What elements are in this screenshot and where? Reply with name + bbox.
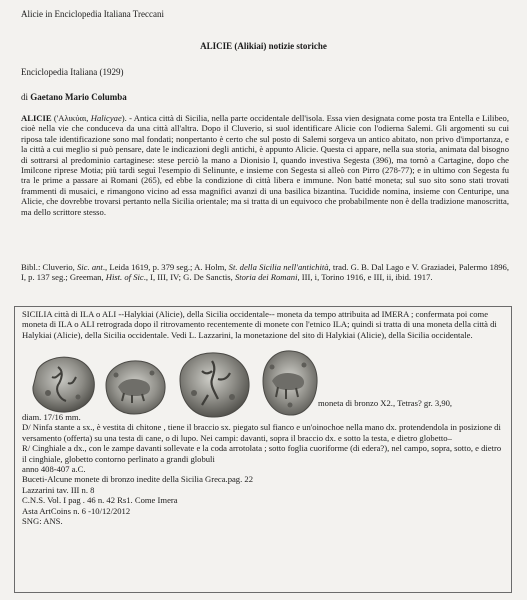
coin-diameter: diam. 17/16 mm. xyxy=(22,412,81,422)
coin-obverse-image xyxy=(28,353,98,415)
coin-reference: C.N.S. Vol. I pag . 46 n. 42 Rs1. Come Imera xyxy=(22,495,178,506)
source-line: Enciclopedia Italiana (1929) xyxy=(21,67,124,77)
coin-reference: Buceti-Alcune monete di bronzo inedite della Sicilia Greca.pag. 22 xyxy=(22,474,253,485)
author-line xyxy=(21,92,127,102)
coin-description xyxy=(22,412,508,526)
coin-reference: Lazzarini tav. III n. 8 xyxy=(22,484,95,495)
coin-obverse-image-2 xyxy=(172,349,254,421)
page-title: ALICIE (Alikiai) notizie storiche xyxy=(200,41,327,51)
bibl-part: , trad. G. B. Dal Lago e V. Graziadei, Palermo 1896, I, p. 137 seg.; Greeman, xyxy=(21,262,510,283)
coin-caption: moneta di bronzo X2., Tetras? gr. 3,90, xyxy=(318,398,453,408)
bibl-part: ., Leida 1619, p. 379 seg.; A. Holm, xyxy=(102,262,229,272)
bibl-title: St. della Sicilia nell'antichità xyxy=(228,262,329,272)
bibl-title: Storia dei Romani xyxy=(234,272,298,283)
author-prefix: di xyxy=(21,92,29,102)
bibl-part: Bibl.: Cluverio, xyxy=(21,262,77,272)
article-greek: ('Αλικύαι, xyxy=(51,113,91,123)
article-latin-name: Halicyae xyxy=(90,113,122,123)
coin-date: anno 408-407 a.C. xyxy=(22,464,86,475)
page-header: Alicie in Enciclopedia Italiana Treccani xyxy=(21,9,164,19)
coin-reference: SNG: ANS. xyxy=(22,516,63,527)
bibl-title: Sic. ant xyxy=(76,262,103,272)
article-lead: ALICIE xyxy=(21,113,52,123)
coin-intro: SICILIA città di ILA o ALI --Halykiai (Alicie), della Sicilia occidentale-- moneta da tempo attribuita ad IMERA ; confermata poi come moneta di ILA o ALI retrograda dopo il ritrovamento recentemente di monete con l'etnico ILA; quindi si tratta di una moneta della città di Halykiai (Alicie), della Sicilia occidentale. Vedi L. Lazzarini, la monetazione del sito di Halykiai (Alicie), della Sicilia occidentale. xyxy=(22,309,497,340)
author-name: Gaetano Mario Columba xyxy=(30,92,127,102)
bibl-part: , III, i, Torino 1916, e III, ii, ibid. 1917. xyxy=(297,272,433,283)
article-text: ). - Antica città di Sicilia, nella parte occidentale dell'isola. Essa vien designata come posta tra Entella e Lilibeo, cioè nella vie che conduceva da una città all'altra. Dopo il Cluverio, si suol identificare Alicie con l'odierna Salemi. Gli argomenti su cui riposa tale identificazione sono mal fondati; nonpertanto è certo che sul posto di Salemi sorgeva un antico abitato, non privo d'importanza, e la città a cui meglio si può pensare, date le indicazioni degli antichi, è appunto Alicie. Questa ci appare, nella sua storia, animata dal bisogno di sottrarsi al predominio cartaginese: stese perciò la mano a Dionisio I, quando investiva Segesta (396), ma tornò a Cartagine, dopo che Imilcone riprese Motia; più tardi seguì l'esempio di Selinunte, e insieme con Segesta si alleò con Pirro (278-77); e in ultimo con Segesta fu tra le prime a passare ai Romani (265), ed ebbe la condizione di città libera e immune. Non batté moneta; sul suo sito sono stati trovati frammenti di musaici, e rimangono vicino ad essa magnifici avanzi di una basilica bizantina. Tucidide nomina, insieme con Centuripe, una Alicie, che dovrebbe trovarsi pertanto nella Sicilia orientale; ma si tratta di un equivoco che probabilmente non è della tradizione manoscritta, ma dello scrittore stesso. xyxy=(21,113,510,217)
bibl-title: Hist. of Sic xyxy=(105,272,144,283)
coin-obverse-description: D/ Ninfa stante a sx., è vestita di chitone , tiene il braccio sx. piegato sul fianco e un'oinochoe nella mano dx. protendendola in posizione di versamento (offerta) su una testa di cane, o di lupo. Nei campi: davanti, sopra il braccio dx. e sotto la testa, e dietro globetto– xyxy=(22,422,501,443)
coin-reference: Asta ArtCoins n. 6 -10/12/2012 xyxy=(22,505,131,516)
bibl-part: ., I, III, IV; G. De Sanctis, xyxy=(143,272,235,283)
coin-reverse-image xyxy=(100,357,170,417)
coin-reverse-image-2 xyxy=(258,347,322,419)
bibliography xyxy=(21,262,509,283)
article-paragraph xyxy=(21,113,509,217)
coin-reverse-description: R/ Cinghiale a dx., con le zampe davanti sollevate e la coda arrotolata ; sotto foglia cuoriforme (di edera?), nel campo, sopra, sotto, e dietro il cinghiale, globetto contorno perlinato a grandi globuli xyxy=(22,443,502,464)
